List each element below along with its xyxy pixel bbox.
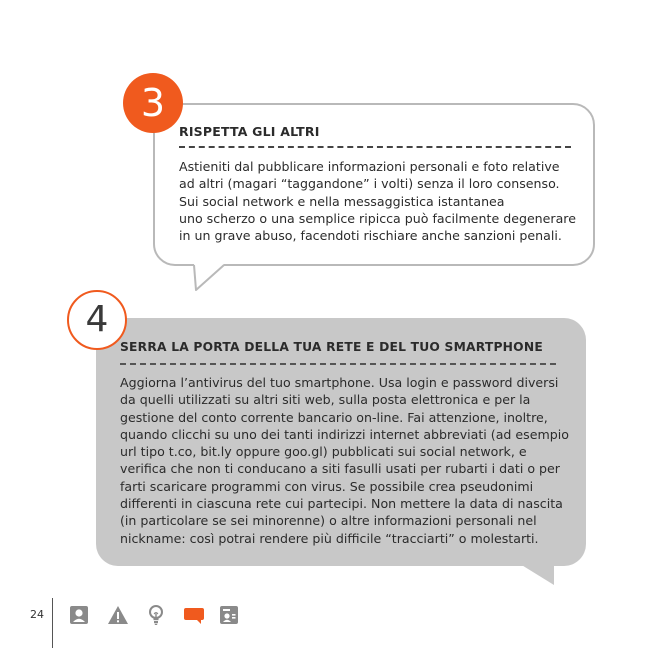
body-line: da quelli utilizzati su altri siti web, sulla posta elettronica e per la xyxy=(120,392,531,408)
lightbulb-icon[interactable] xyxy=(145,604,167,626)
body-line: url tipo t.co, bit.ly oppure goo.gl) pubblicati sui social network, e xyxy=(120,444,527,460)
chat-bubble-icon[interactable] xyxy=(183,604,205,626)
section-number-3: 3 xyxy=(123,73,183,133)
body-line: quando clicchi su uno dei tanti indirizzi internet abbreviati (ad esempio xyxy=(120,426,569,442)
section-title-4: SERRA LA PORTA DELLA TUA RETE E DEL TUO SMARTPHONE xyxy=(120,340,543,354)
body-line: differenti in ciascuna rete cui partecipi. Non mettere la data di nascita xyxy=(120,496,563,512)
body-line: (in particolare se sei minorenne) o altre informazioni personali nel xyxy=(120,513,537,529)
dashed-divider-3 xyxy=(179,146,571,148)
id-card-icon[interactable] xyxy=(218,604,240,626)
warning-icon[interactable] xyxy=(107,604,129,626)
body-line: uno scherzo o una semplice ripicca può facilmente degenerare xyxy=(179,210,576,226)
footer-divider xyxy=(52,598,53,648)
body-line: in un grave abuso, facendoti rischiare anche sanzioni penali. xyxy=(179,228,562,244)
section-title-3: RISPETTA GLI ALTRI xyxy=(179,124,320,139)
bubble-tail-3 xyxy=(190,264,230,292)
bubble-tail-4 xyxy=(520,564,556,586)
body-line: Aggiorna l’antivirus del tuo smartphone. Usa login e password diversi xyxy=(120,375,559,390)
body-line: nickname: così potrai rendere più difficile “tracciarti” o molestarti. xyxy=(120,530,539,546)
dashed-divider-4 xyxy=(120,363,556,365)
body-line: Sui social network e nella messaggistica istantanea xyxy=(179,193,505,209)
body-line: farti scaricare programmi con virus. Se possibile crea pseudonimi xyxy=(120,478,534,494)
body-line: gestione del conto corrente bancario on-line. Fai attenzione, inoltre, xyxy=(120,409,548,425)
person-icon[interactable] xyxy=(68,604,90,626)
section-number-4: 4 xyxy=(67,290,127,350)
section-body-3 xyxy=(179,158,589,244)
body-line: ad altri (magari “taggandone” i volti) senza il loro consenso. xyxy=(179,176,560,192)
body-line: Astieniti dal pubblicare informazioni personali e foto relative xyxy=(179,159,560,174)
page-number: 24 xyxy=(30,608,44,621)
section-body-4 xyxy=(120,374,570,547)
body-line: verifica che non ti conducano a siti fasulli usati per rubarti i dati o per xyxy=(120,461,560,477)
